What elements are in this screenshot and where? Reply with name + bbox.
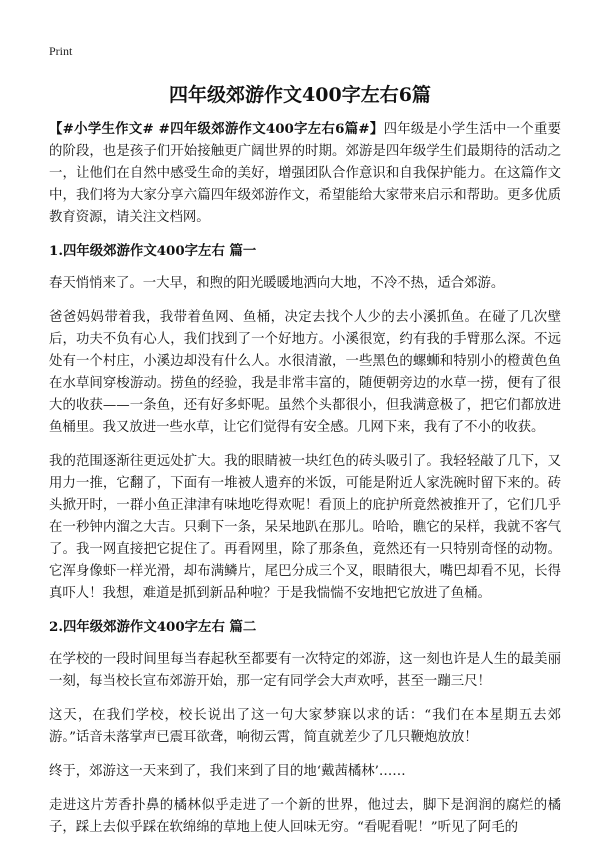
print-label: Print xyxy=(49,44,73,58)
intro-text: 四年级是小学生活中一个重要的阶段，也是孩子们开始接触更广阔世界的时期。郊游是四年级学生们最期待的活动之一，让他们在自然中感受生命的美好，增强团队合作意识和自我保护能力。在这篇作文中，我们将为大家分享六篇四年级郊游作文，希望能给大家带来启示和帮助。更多优质教育资源，请关注文档网。 xyxy=(49,122,561,225)
document-body xyxy=(49,118,561,851)
section-heading: 1.四年级郊游作文400字左右 篇一 xyxy=(49,243,257,259)
paragraph: 这天，在我们学校，校长说出了这一句大家梦寐以求的话：“我们在本星期五去郊游。”话音未落掌声已震耳欲聋，响彻云霄，简直就差少了几只鞭炮放放！ xyxy=(49,708,561,745)
section-heading: 2.四年级郊游作文400字左右 篇二 xyxy=(49,619,257,635)
paragraph: 终于，郊游这一天来到了，我们来到了目的地‘戴茜橘林’…… xyxy=(49,764,406,779)
paragraph: 我的范围逐渐往更远处扩大。我的眼睛被一块红色的砖头吸引了。我轻轻敲了几下，又用力一推，它翻了，下面有一堆被人遗弃的米饭，可能是附近人家洗碗时留下来的。砖头掀开时，一群小鱼正津津有味地吃得欢呢！看顶上的庇护所竟然被推开了，它们几乎在一秒钟内溜之大吉。只剩下一条，呆呆地趴在那儿。哈哈，瞧它的呆样，我就不客气了。我一网直接把它捉住了。再看网里，除了那条鱼，竟然还有一只特别奇怪的动物。它浑身像虾一样光滑，却布满鳞片，尾巴分成三个叉，眼睛很大，嘴巴却看不见，长得真吓人！我想，难道是抓到新品种啦？于是我惴惴不安地把它放进了鱼桶。 xyxy=(49,454,561,601)
paragraph: 走进这片芳香扑鼻的橘林似乎走进了一个新的世界，他过去，脚下是润润的腐烂的橘子，踩上去似乎踩在软绵绵的草地上使人回味无穷。“看呢看呢！”听见了阿毛的 xyxy=(49,798,561,835)
paragraph: 在学校的一段时间里每当春起秋至都要有一次特定的郊游，这一刻也许是人生的最美丽一刻，每当校长宣布郊游开始，那一定有同学会大声欢呼，甚至一蹦三尺！ xyxy=(49,652,561,689)
document-title: 四年级郊游作文400字左右6篇 xyxy=(169,84,431,106)
intro-tag: 【#小学生作文# #四年级郊游作文400字左右6篇#】 xyxy=(49,121,384,137)
paragraph: 春天悄悄来了。一大早，和煦的阳光暖暖地洒向大地，不冷不热，适合郊游。 xyxy=(49,276,505,291)
intro-paragraph xyxy=(49,118,561,229)
paragraph: 爸爸妈妈带着我，我带着鱼网、鱼桶，决定去找个人少的去小溪抓鱼。在碰了几次壁后，功夫不负有心人，我们找到了一个好地方。小溪很宽，约有我的手臂那么深。不远处有一个村庄，小溪边却没有什么人。水很清澈，一些黑色的螺蛳和特别小的橙黄色鱼在水草间穿梭游动。捞鱼的经验，我是非常丰富的，随便朝旁边的水草一捞，便有了很大的收获——一条鱼，还有好多虾呢。虽然个头都很小，但我满意极了，把它们都放进鱼桶里。我又放进一些水草，让它们觉得有安全感。几网下来，我有了不小的收获。 xyxy=(49,310,561,435)
